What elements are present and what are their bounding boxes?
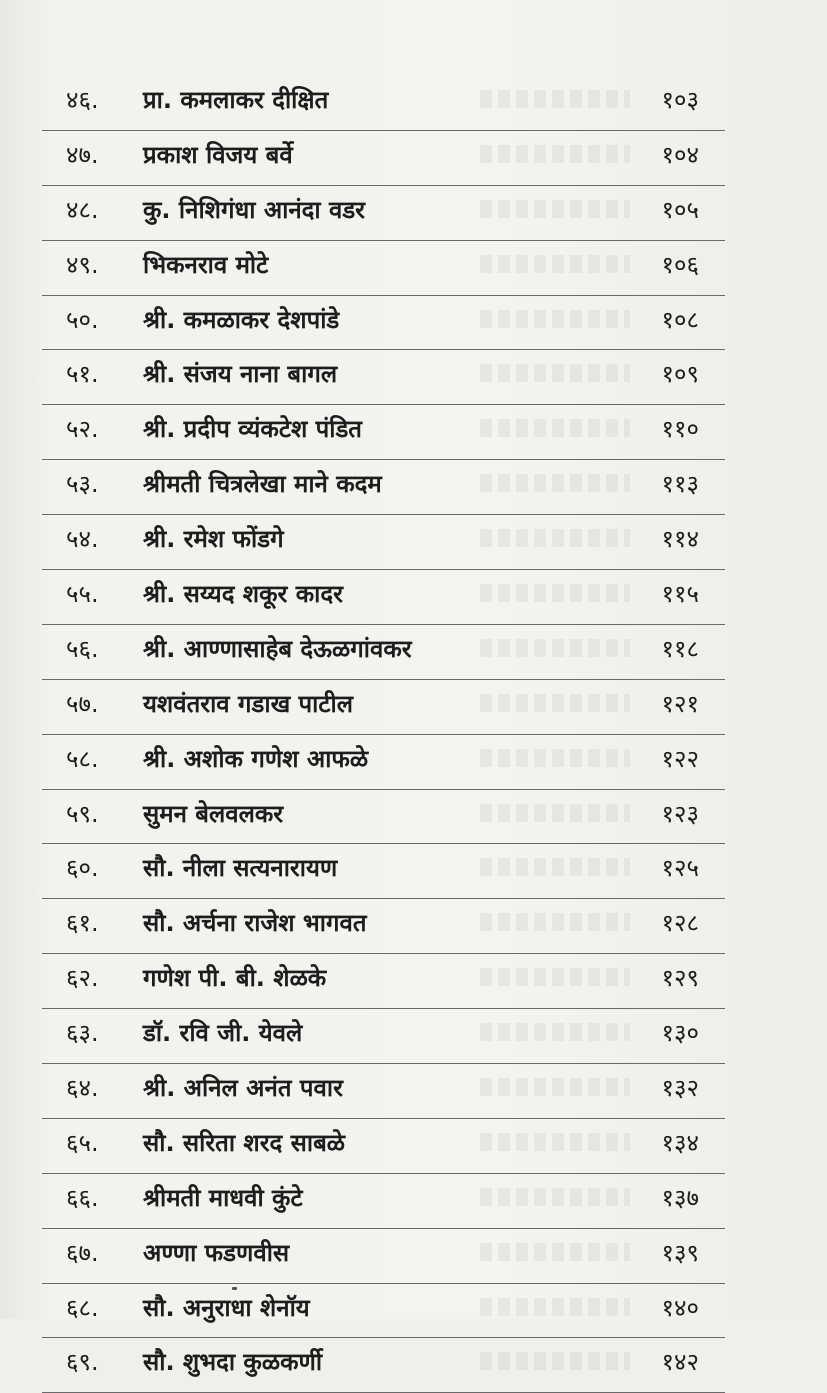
toc-row [42, 131, 725, 186]
toc-entry-page: ११८ [661, 634, 699, 663]
toc-entry-page: १३७ [661, 1183, 699, 1212]
toc-entry-number: ५१. [66, 360, 99, 389]
toc-entry-number: ६२. [66, 964, 99, 993]
toc-row [42, 570, 725, 625]
toc-entry-page: १०९ [661, 360, 699, 389]
toc-entry-number: ५०. [66, 305, 99, 334]
toc-entry-number: ६०. [66, 854, 99, 883]
toc-entry-page: ११० [661, 415, 699, 444]
toc-entry-number: ४७. [66, 140, 99, 169]
toc-entry-title: श्री. संजय नाना बागल [143, 360, 338, 389]
toc-entry-page: १३४ [661, 1128, 699, 1157]
toc-entry-title: श्रीमती चित्रलेखा माने कदम [143, 470, 382, 499]
toc-entry-title: श्री. सय्यद शकूर कादर [143, 580, 343, 609]
toc-entry-page: १३० [661, 1019, 699, 1048]
toc-entry-title: सौ. अर्चना राजेश भागवत [143, 909, 367, 938]
toc-entry-page: ११३ [661, 470, 699, 499]
toc-entry-page: १३२ [661, 1074, 699, 1103]
toc-row [42, 405, 725, 460]
toc-row [42, 735, 725, 790]
toc-entry-page: १०४ [661, 140, 699, 169]
toc-entry-page: १२१ [661, 689, 699, 718]
toc-entry-title: सौ. नीला सत्यनारायण [143, 854, 338, 883]
toc-entry-title: श्री. आण्णासाहेब देऊळगांवकर [143, 634, 412, 663]
toc-entry-title: सौ. अनुराधा शेनॉय [143, 1293, 310, 1322]
toc-entry-number: ६९. [66, 1348, 99, 1377]
toc-entry-page: १२३ [661, 799, 699, 828]
toc-entry-page: १०८ [661, 305, 699, 334]
toc-entry-page: ११४ [661, 525, 699, 554]
toc-row [42, 186, 725, 241]
toc-entry-number: ५२. [66, 415, 99, 444]
toc-row [42, 1064, 725, 1119]
toc-entry-number: ५९. [66, 799, 99, 828]
toc-entry-title: श्री. अनिल अनंत पवार [143, 1074, 343, 1103]
toc-row [42, 350, 725, 405]
toc-entry-number: ६५. [66, 1128, 99, 1157]
toc-entry-number: ५३. [66, 470, 99, 499]
toc-entry-page: १२९ [661, 964, 699, 993]
toc-entry-number: ५५. [66, 580, 99, 609]
toc-row [42, 790, 725, 845]
toc-row [42, 844, 725, 899]
toc-entry-page: १०३ [661, 86, 699, 114]
toc-row [42, 899, 725, 954]
toc-entry-number: ४९. [66, 250, 99, 279]
toc-entry-number: ५८. [66, 744, 99, 773]
toc-entry-page: १४२ [661, 1348, 699, 1377]
toc-entry-number: ६७. [66, 1238, 99, 1267]
toc-entry-page: ११५ [661, 580, 699, 609]
toc-entry-title: प्रकाश विजय बर्वे [143, 140, 293, 169]
toc-entry-number: ५६. [66, 634, 99, 663]
toc-entry-page: १२२ [661, 744, 699, 773]
toc-row [42, 954, 725, 1009]
toc-entry-number: ५७. [66, 689, 99, 718]
toc-entry-number: ६६. [66, 1183, 99, 1212]
toc-row [42, 460, 725, 515]
toc-row [42, 1119, 725, 1174]
toc-row [42, 296, 725, 351]
toc-entry-title: डॉ. रवि जी. येवले [143, 1019, 303, 1048]
toc-entry-title: अण्णा फडणवीस [143, 1238, 290, 1267]
toc-entry-title: श्री. प्रदीप व्यंकटेश पंडित [143, 415, 362, 444]
toc-entry-title: श्री. रमेश फोंडगे [143, 525, 284, 554]
toc-entry-title: कु. निशिगंधा आनंदा वडर [143, 195, 365, 224]
toc-entry-number: ६३. [66, 1019, 99, 1048]
toc-entry-page: १२५ [661, 854, 699, 883]
toc-row [42, 1174, 725, 1229]
toc-entry-title: सौ. शुभदा कुळकर्णी [143, 1348, 323, 1377]
toc-entry-page: १३९ [661, 1238, 699, 1267]
toc-entry-page: १०५ [661, 195, 699, 224]
toc-entry-number: ६४. [66, 1074, 99, 1103]
toc-row [42, 1229, 725, 1284]
toc-entry-title: प्रा. कमलाकर दीक्षित [143, 86, 329, 114]
toc-row [42, 515, 725, 570]
toc-entry-title: गणेश पी. बी. शेळके [143, 964, 327, 993]
toc-entry-title: श्री. कमळाकर देशपांडे [143, 305, 340, 334]
toc-row [42, 1009, 725, 1064]
toc-entry-title: सौ. सरिता शरद साबळे [143, 1128, 346, 1157]
toc-entry-title: श्रीमती माधवी कुंटे [143, 1183, 303, 1212]
toc-row [42, 680, 725, 735]
toc-row [42, 241, 725, 296]
toc-entry-number: ४६. [66, 86, 99, 114]
toc-row [42, 1284, 725, 1339]
toc-entry-title: श्री. अशोक गणेश आफळे [143, 744, 369, 773]
toc-row [42, 76, 725, 131]
table-of-contents [42, 76, 725, 1393]
toc-entry-number: ६८. [66, 1293, 99, 1322]
toc-entry-page: १०६ [661, 250, 699, 279]
toc-entry-number: ४८. [66, 195, 99, 224]
toc-entry-title: भिकनराव मोटे [143, 250, 269, 279]
ink-mark [232, 1287, 237, 1290]
toc-entry-number: ५४. [66, 525, 99, 554]
toc-entry-title: यशवंतराव गडाख पाटील [143, 689, 353, 718]
toc-entry-page: १४० [661, 1293, 699, 1322]
toc-entry-number: ६१. [66, 909, 99, 938]
toc-entry-title: सुमन बेलवलकर [143, 799, 284, 828]
toc-entry-page: १२८ [661, 909, 699, 938]
toc-row [42, 625, 725, 680]
toc-row [42, 1338, 725, 1393]
